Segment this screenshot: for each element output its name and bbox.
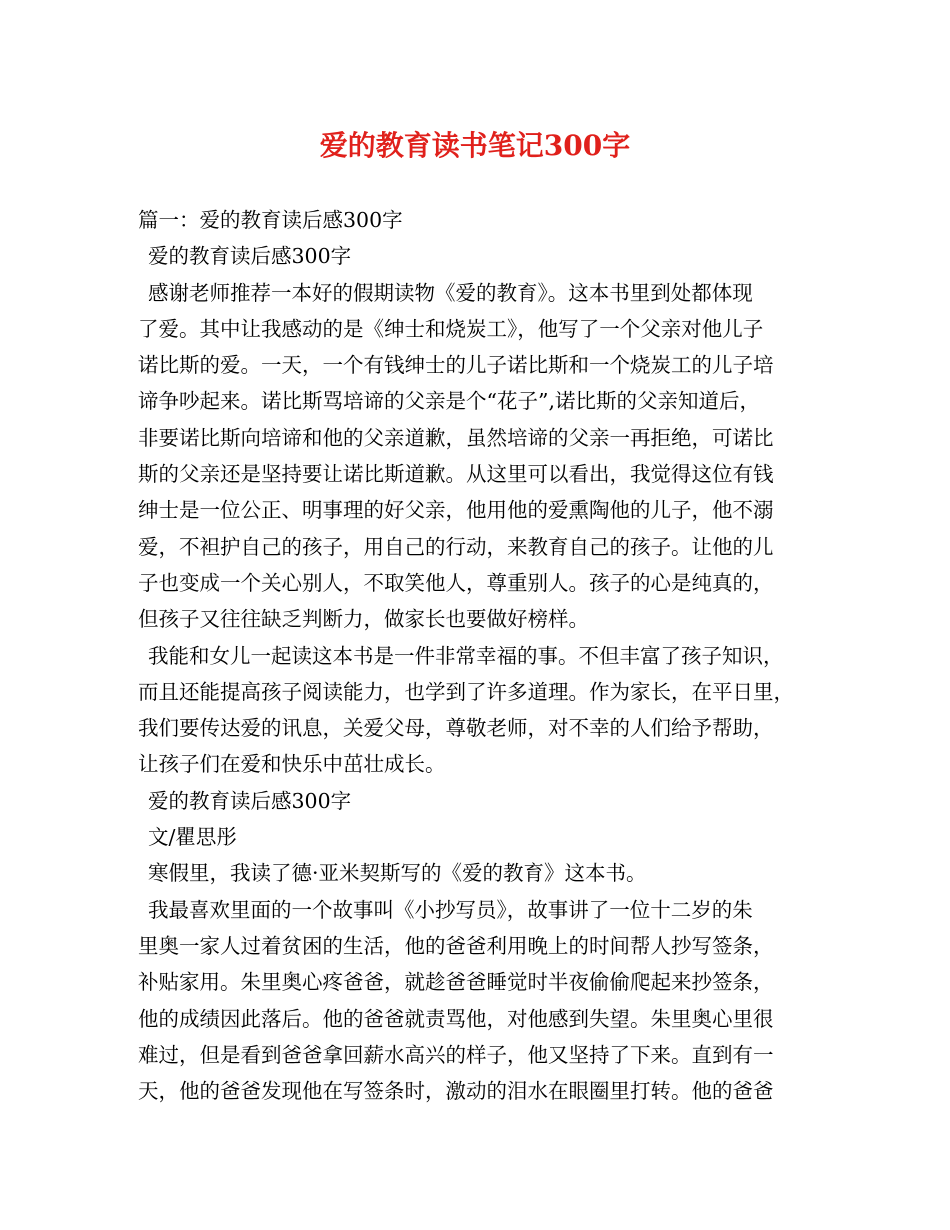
text-line: 篇一：爱的教育读后感300字 <box>138 208 403 232</box>
text-line: 我能和女儿一起读这本书是一件非常幸福的事。不但丰富了孩子知识， <box>148 643 784 668</box>
text-line: 诺比斯的爱。一天，一个有钱绅士的儿子诺比斯和一个烧炭工的儿子培 <box>138 353 774 378</box>
text-line: 我们要传达爱的讯息，关爱父母，尊敬老师，对不幸的人们给予帮助， <box>138 716 774 741</box>
text-line: 文/瞿思彤 <box>148 825 237 850</box>
text-line: 寒假里，我读了德·亚米契斯写的《爱的教育》这本书。 <box>148 861 647 886</box>
document-body <box>138 202 838 1109</box>
text-line: 我最喜欢里面的一个故事叫《小抄写员》，故事讲了一位十二岁的朱 <box>148 897 753 922</box>
document-title: 爱的教育读书笔记300字 <box>319 129 631 162</box>
text-line: 爱的教育读后感300字 <box>148 788 352 813</box>
text-line: 爱，不袒护自己的孩子，用自己的行动，来教育自己的孩子。让他的儿 <box>138 534 774 559</box>
text-line: 难过，但是看到爸爸拿回薪水高兴的样子，他又坚持了下来。直到有一 <box>138 1042 774 1067</box>
text-line: 了爱。其中让我感动的是《绅士和烧炭工》，他写了一个父亲对他儿子 <box>138 316 764 341</box>
text-line: 天，他的爸爸发现他在写签条时，激动的泪水在眼圈里打转。他的爸爸 <box>138 1079 774 1104</box>
text-line: 补贴家用。朱里奥心疼爸爸，就趁爸爸睡觉时半夜偷偷爬起来抄签条， <box>138 970 774 995</box>
text-line: 他的成绩因此落后。他的爸爸就责骂他，对他感到失望。朱里奥心里很 <box>138 1006 774 1031</box>
text-line: 非要诺比斯向培谛和他的父亲道歉，虽然培谛的父亲一再拒绝，可诺比 <box>138 425 774 450</box>
text-line: 子也变成一个关心别人，不取笑他人，尊重别人。孩子的心是纯真的， <box>138 570 774 595</box>
text-line: 里奥一家人过着贫困的生活，他的爸爸利用晚上的时间帮人抄写签条， <box>138 933 774 958</box>
text-line: 爱的教育读后感300字 <box>148 244 352 269</box>
text-line: 但孩子又往往缺乏判断力，做家长也要做好榜样。 <box>138 607 589 632</box>
text-line: 绅士是一位公正、明事理的好父亲，他用他的爱熏陶他的儿子，他不溺 <box>138 498 774 523</box>
text-line: 让孩子们在爱和快乐中茁壮成长。 <box>138 752 446 777</box>
text-line: 而且还能提高孩子阅读能力，也学到了许多道理。作为家长，在平日里， <box>138 679 794 704</box>
text-line: 谛争吵起来。诺比斯骂培谛的父亲是个“花子”,诺比斯的父亲知道后， <box>138 389 760 414</box>
text-line: 斯的父亲还是坚持要让诺比斯道歉。从这里可以看出，我觉得这位有钱 <box>138 462 774 487</box>
text-line: 感谢老师推荐一本好的假期读物《爱的教育》。这本书里到处都体现 <box>148 280 753 305</box>
